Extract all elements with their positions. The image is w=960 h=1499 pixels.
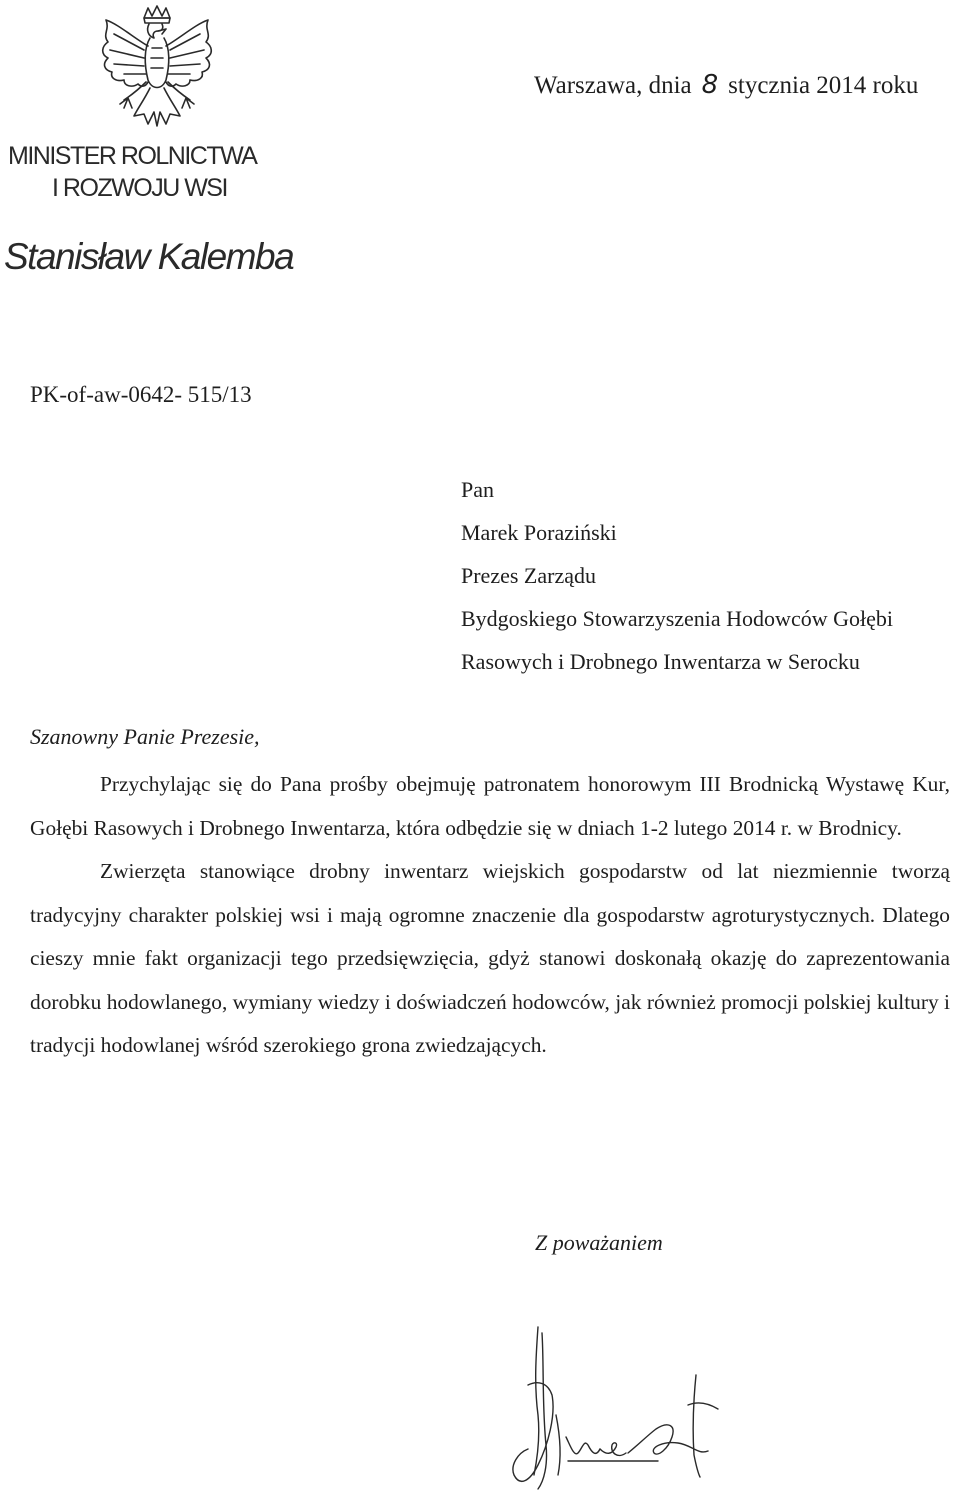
salutation: Szanowny Panie Prezesie, (30, 724, 260, 749)
minister-title-line1: MINISTER ROLNICTWA (8, 142, 257, 170)
white-eagle-emblem-icon (94, 4, 220, 136)
letter-body (30, 763, 950, 1068)
minister-name: Stanisław Kalemba (4, 236, 294, 277)
date-prefix: Warszawa, dnia (534, 72, 692, 99)
reference-number: PK-of-aw-0642- 515/13 (30, 382, 252, 407)
date-day-handwritten: 8 (701, 70, 719, 100)
addressee-block (461, 468, 893, 683)
addressee-line2: Marek Poraziński (461, 520, 617, 545)
date-suffix: stycznia 2014 roku (728, 72, 919, 99)
addressee-line5: Rasowych i Drobnego Inwentarza w Serocku (461, 649, 860, 674)
addressee-line1: Pan (461, 477, 494, 502)
body-paragraph-2: Zwierzęta stanowiące drobny inwentarz wiejskich gospodarstw od lat niezmiennie tworzą tradycyjny charakter polskiej wsi i mają ogromne znaczenie dla gospodarstw agroturystycznych. Dlatego cieszy mnie fakt organizacji tego przedsięwzięcia, gdyż stanowi doskonałą okazję do zaprezentowania dorobku hodowlanego, wymiany wiedzy i doświadczeń hodowców, jak również promocji polskiej kultury i tradycji hodowlanej wśród szerokiego grona zwiedzających. (30, 859, 950, 1057)
addressee-line3: Prezes Zarządu (461, 563, 596, 588)
addressee-line4: Bydgoskiego Stowarzyszenia Hodowców Gołębi (461, 606, 893, 631)
closing: Z poważaniem (535, 1230, 663, 1255)
letter-date (534, 70, 918, 100)
body-paragraph-1: Przychylając się do Pana prośby obejmuję patronatem honorowym III Brodnicką Wystawę Kur, Gołębi Rasowych i Drobnego Inwentarza, która odbędzie się w dniach 1-2 lutego 2014 r. w Brodnicy. (30, 772, 950, 840)
handwritten-signature-icon (508, 1325, 730, 1493)
minister-title (8, 140, 256, 204)
minister-title-line2: I ROZWOJU WSI (52, 174, 227, 202)
